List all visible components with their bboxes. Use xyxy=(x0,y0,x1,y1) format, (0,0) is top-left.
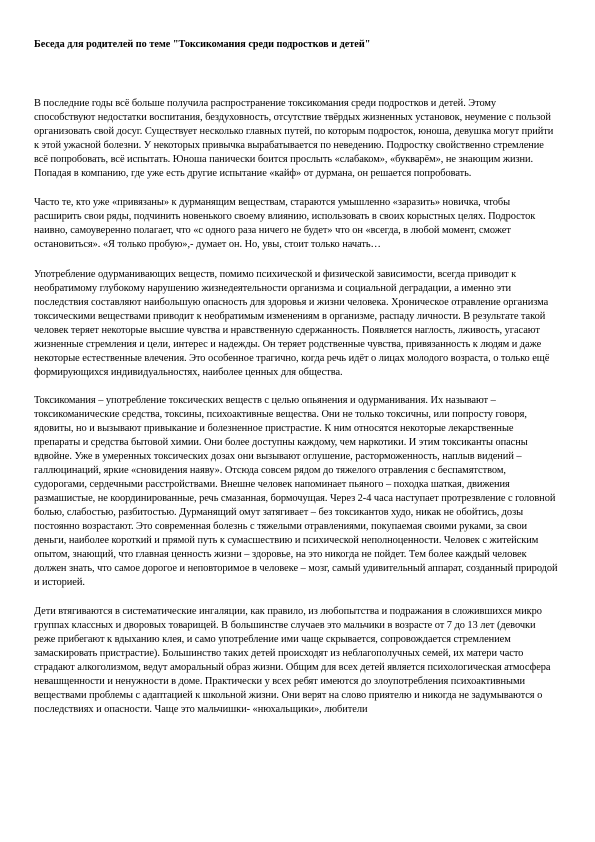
paragraph-2: Часто те, кто уже «привязаны» к дурманящим веществам, стараются умышленно «заразить» новичка, чтобы расширить свои ряды, подчинить новенького своему влиянию, использовать в своих корыстных целях. Подросток наивно, самоуверенно полагает, что «с одного раза ничего не будет» что он «всегда, в любой момент, сможет остановиться». «Я только пробую»,- думает он. Но, увы, стоит только начать… xyxy=(34,197,536,250)
document-title: Беседа для родителей по теме "Токсикомания среди подростков и детей" xyxy=(34,39,371,50)
paragraph-5: Дети втягиваются в систематические ингаляции, как правило, из любопытства и подражания в сложившихся микро группах классных и дворовых товарищей. В большинстве случаев это мальчики в возрасте от 7 до 13 лет (девочки реже прибегают к вдыханию клея, и само употребление ими чаще скрывается, сопровождается стремлением замаскировать пристрастие). Большинство таких детей происходят из неблагополучных семей, их матери часто страдают алкоголизмом, ведут аморальный образ жизни. Общим для всех детей является психологическая атмосфера невашщенности и ненужности в доме. Практически у всех ребят имеются до злоупотребления психоактивными веществами проблемы с адаптацией к школьной жизни. Они верят на слово приятелю и никогда не задумываются о последствиях и опасности. Чаще это мальчишки- «нюхальщики», любители xyxy=(34,606,551,715)
paragraph-4: Токсикомания – употребление токсических веществ с целью опьянения и одурманивания. Их называют – токсикоманические средства, токсины, психоактивные вещества. Они не только токсичны, или попросту говоря, ядовиты, но и вызывают привыкание и болезненное пристрастие. К ним относятся некоторые лекарственные препараты и средства бытовой химии. Они более доступны каждому, чем наркотики. И этим токсиканты опасны вдвойне. Уже в умеренных токсических дозах они вызывают оглушение, расторможенность, наплыв видений – галлюцинаций, яркие «сновидения наяву». Отсюда совсем рядом до тяжелого отравления с беспамятством, судорогами, сердечными расстройствами. Внешне человек напоминает пьяного – походка шаткая, движения размашистые, не координированные, речь смазанная, бормочущая. Через 2-4 часа наступает протрезвление с головной болью, слабостью, разбитостью. Дурманящий омут затягивает – без токсикантов худо, никак не обойтись, дозы постоянно возрастают. Это современная болезнь с тяжелыми отравлениями, покупаемая своими руками, за свои деньги, наиболее короткий и прямой путь к сумасшествию и психической неполноценности. Человек с житейским опытом, знающий, что главная ценность жизни – здоровье, на это никогда не пойдет. Тем более каждый человек должен знать, что самое дорогое и неповторимое в человеке – мозг, самый удивительный аппарат, созданный природой и историей. xyxy=(34,395,558,588)
document-body xyxy=(34,97,558,717)
paragraph-1: В последние годы всё больше получила распространение токсикомания среди подростков и детей. Этому способствуют недостатки воспитания, бездуховность, отсутствие твёрдых жизненных установок, неумение с пользой организовать свой досуг. Существует несколько главных путей, по которым подросток, юноша, девушка могут прийти к этой ужасной болезни. У некоторых привычка вырабатывается по неведению. Подростку свойственно стремление всё попробовать, всё испытать. Юноша панически боится прослыть «слабаком», «букварём», не знающим жизни. Попадая в компанию, где уже есть другие испытание «кайф» от дурмана, он решается попробовать. xyxy=(34,98,554,179)
paragraph-3: Употребление одурманивающих веществ, помимо психической и физической зависимости, всегда приводит к необратимому глубокому нарушению жизнедеятельности организма и социальной деградации, а именно эти последствия составляют наибольшую опасность для здоровья и жизни человека. Хроническое отравление организма токсическими веществами приводит к необратимым изменениям в организме, распаду личности. В результате такой человек теряет некоторые высшие чувства и нравственную сдержанность. Появляется наглость, лживость, угасают жизненные стремления и цели, интерес и надежды. Он теряет родственные чувства, привязанность к людям и даже некоторые естественные влечения. Это особенное трагично, когда речь идёт о лицах молодого возраста, о только ещё формирующихся индивидуальностях, наиболее ценных для общества. xyxy=(34,269,550,378)
